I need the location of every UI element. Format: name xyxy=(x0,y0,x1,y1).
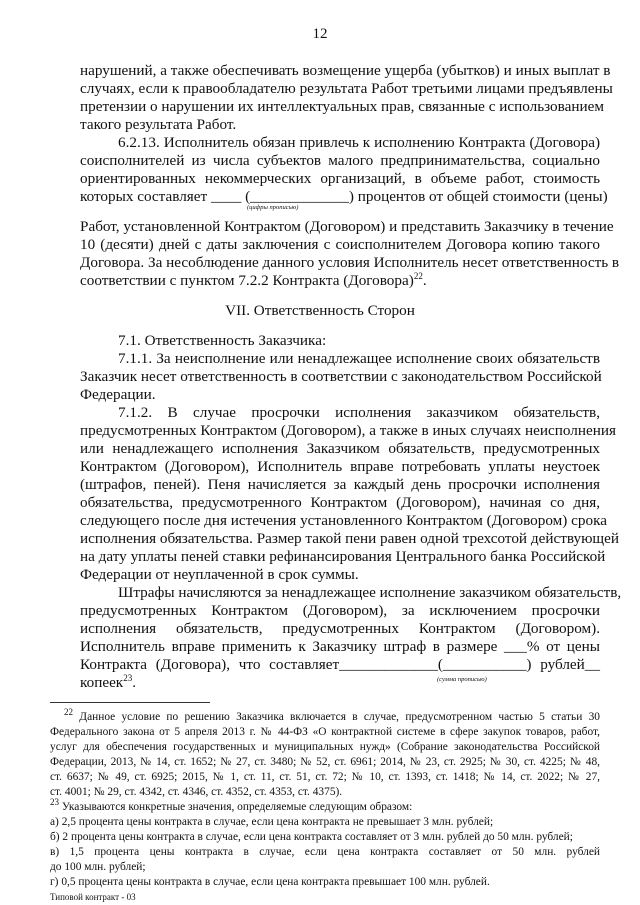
body-line: такого результата Работ. xyxy=(80,116,237,133)
body-text: . xyxy=(132,674,136,691)
body-line: Федерации. xyxy=(80,386,156,403)
body-line: исполнения обязательств, предусмотренных Контрактом (Договором). xyxy=(80,620,600,637)
body-line: Работ, установленной Контрактом (Договором) и представить Заказчику в течение xyxy=(80,218,614,235)
footnote-number: 23 xyxy=(50,797,59,808)
body-line: 7.1.1. За неисполнение или ненадлежащее исполнение своих обязательств xyxy=(118,350,600,367)
footnote-ref: 23 xyxy=(123,672,133,683)
body-line: претензии о нарушении их интеллектуальных прав, связанные с использованием xyxy=(80,98,604,115)
body-text: соответствии с пунктом 7.2.2 Контракта (Договора) xyxy=(80,272,414,289)
body-line: предусмотренных Контрактом (Договором), а также в иных случаях неисполнения xyxy=(80,422,616,439)
body-line xyxy=(80,674,600,692)
body-line: Контрактом (Договором), Исполнитель вправе потребовать уплаты неустоек xyxy=(80,458,600,475)
footnote-line xyxy=(64,707,600,725)
field-caption: (сумма прописью) xyxy=(437,676,487,683)
body-line: исполнения обязательства. Размер такой пени равен одной трехсотой действующей xyxy=(80,530,619,547)
footnote-line: ст. 6637; № 49, ст. 6925; 2015, № 1, ст. 11, ст. 51, ст. 72; № 10, ст. 1393, ст. 1418; № 14, ст. 2022; № 27, xyxy=(50,771,600,783)
body-line: 7.1. Ответственность Заказчика: xyxy=(118,332,327,349)
body-line: Контракта (Договора), что составляет_____________(___________) рублей__ xyxy=(80,656,600,673)
body-line: соисполнителей из числа субъектов малого предпринимательства, социально xyxy=(80,152,600,169)
footnote-separator xyxy=(50,702,210,703)
body-line: 7.1.2. В случае просрочки исполнения заказчиком обязательств, xyxy=(118,404,600,421)
footnote-line: ст. 4001; № 29, ст. 4342, ст. 4346, ст. 4352, ст. 4353, ст. 4375). xyxy=(50,786,343,798)
footnote-line: г) 0,5 процента цены контракта в случае, если цена контракта превышает 100 млн. рублей. xyxy=(50,876,490,888)
footnote-line: в) 1,5 процента цены контракта в случае, если цена контракта составляет от 50 млн. рублей xyxy=(50,846,600,858)
body-line: предусмотренных Контрактом (Договором), за исключением просрочки xyxy=(80,602,600,619)
body-line: случаях, если к правообладателю результата Работ третьими лицами предъявлены xyxy=(80,80,613,97)
footnote-line: б) 2 процента цены контракта в случае, если цена контракта составляет от 3 млн. рублей до 50 млн. рублей; xyxy=(50,831,573,843)
footnote-line: до 100 млн. рублей; xyxy=(50,861,146,873)
page-number: 12 xyxy=(312,26,328,42)
body-line: нарушений, а также обеспечивать возмещение ущерба (убытков) и иных выплат в xyxy=(80,62,611,79)
body-text: . xyxy=(422,272,427,289)
field-caption: (цифры прописью) xyxy=(247,204,299,211)
footnote-number: 22 xyxy=(64,707,73,718)
body-line: 10 (десяти) дней с даты заключения с соисполнителем Договора копию такого xyxy=(80,236,600,253)
body-line: (штрафов, пеней). Пеня начисляется за каждый день просрочки исполнения xyxy=(80,476,600,493)
footnote-line: а) 2,5 процента цены контракта в случае, если цена контракта не превышает 3 млн. рублей; xyxy=(50,816,494,828)
body-line: Договора. За несоблюдение данного условия Исполнитель несет ответственность в xyxy=(80,254,620,271)
footnote-text: Данное условие по решению Заказчика включается в случае, предусмотренном частью 5 статьи 30 xyxy=(79,711,600,723)
body-line: Федерации от неуплаченной в срок суммы. xyxy=(80,566,359,583)
section-title: VII. Ответственность Сторон xyxy=(225,302,415,319)
body-line: Штрафы начисляются за ненадлежащее исполнение заказчиком обязательств, xyxy=(118,584,622,601)
body-text: копеек xyxy=(80,674,124,691)
body-line: Исполнитель вправе применить к Заказчику штраф в размере ___% от цены xyxy=(80,638,600,655)
body-line: ориентированных некоммерческих организаций, в объеме работ, стоимость xyxy=(80,170,600,187)
footer-label: Типовой контракт - 03 xyxy=(50,892,136,902)
footnote-text: Указываются конкретные значения, определяемые следующим образом: xyxy=(61,801,413,813)
footnote-line: услуг для обеспечения государственных и муниципальных нужд» (Собрание законодательства Российской xyxy=(50,741,600,753)
body-line: или ненадлежащего исполнения Заказчиком обязательств, предусмотренных xyxy=(80,440,600,457)
body-line: 6.2.13. Исполнитель обязан привлечь к исполнению Контракта (Договора) xyxy=(118,134,600,151)
footnote-line xyxy=(50,797,600,815)
body-line: Заказчик несет ответственность в соответствии с законодательством Российской xyxy=(80,368,602,385)
body-line: которых составляет ____ (_____________) процентов от общей стоимости (цены) xyxy=(80,188,608,205)
body-line: следующего после дня истечения установленного Контрактом (Договором) срока xyxy=(80,512,607,529)
body-line xyxy=(80,272,600,290)
footnote-line: Федерации, 2013, № 14, ст. 1652; № 27, ст. 3480; № 52, ст. 6961; 2014, № 23, ст. 2925; № 30, ст. 4225; № 48, xyxy=(50,756,600,768)
footnote-line: Федерального закона от 5 апреля 2013 г. № 44-ФЗ «О контрактной системе в сфере закупок товаров, работ, xyxy=(50,726,600,738)
body-line: обязательства, предусмотренного Контрактом (Договором), начиная со дня, xyxy=(80,494,600,511)
footnote-ref: 22 xyxy=(413,270,423,281)
body-line: на дату уплаты пеней ставки рефинансирования Центрального банка Российской xyxy=(80,548,606,565)
